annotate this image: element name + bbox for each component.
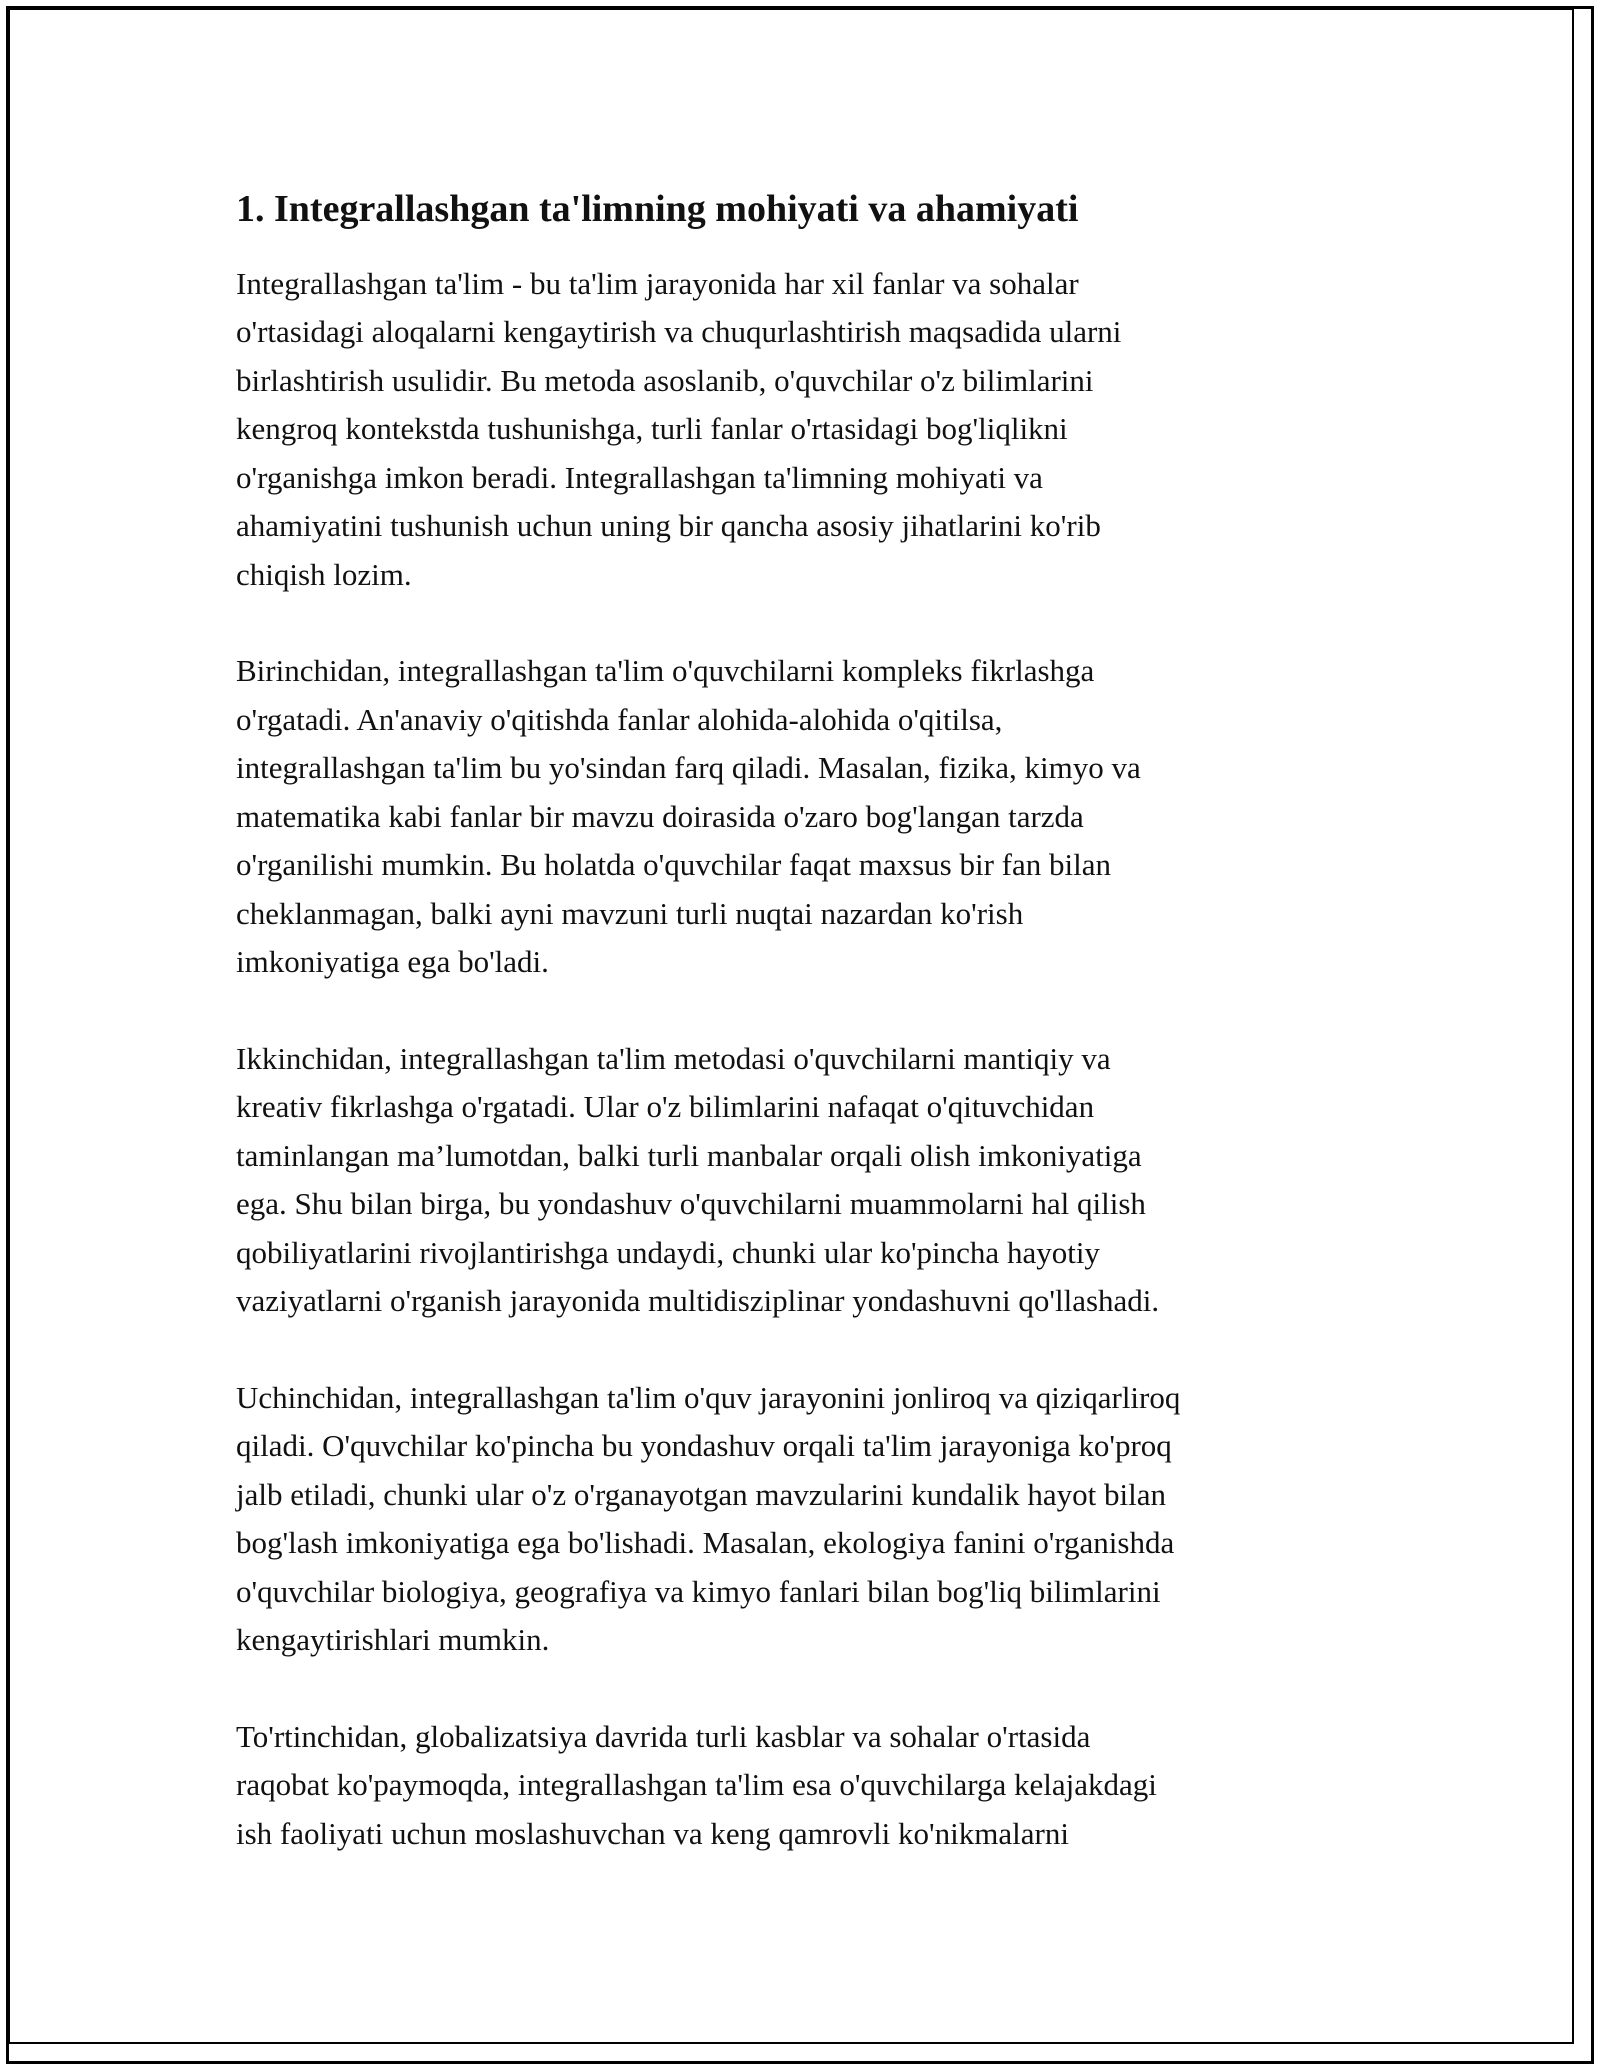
text-line: qobiliyatlarini rivojlantirishga undaydi, chunki ular ko'pincha hayotiy — [236, 1234, 1100, 1270]
text-line: imkoniyatiga ega bo'ladi. — [236, 944, 549, 979]
text-line: cheklanmagan, balki ayni mavzuni turli nuqtai nazardan ko'rish — [236, 895, 1024, 931]
text-line: chiqish lozim. — [236, 556, 412, 592]
text-line: bog'lash imkoniyatiga ega bo'lishadi. Masalan, ekologiya fanini o'rganishda — [236, 1525, 1175, 1560]
section-heading: 1. Integrallashgan ta'limning mohiyati va ahamiyati — [236, 188, 1079, 230]
paragraph-third — [236, 1374, 1360, 1665]
text-line: ega. Shu bilan birga, bu yondashuv o'quvchilarni muammolarni hal qilish — [236, 1186, 1146, 1221]
text-line: raqobat ko'paymoqda, integrallashgan ta'lim esa o'quvchilarga kelajakdagi — [236, 1767, 1157, 1802]
paragraph-first — [236, 647, 1360, 987]
text-line: o'rganishga imkon beradi. Integrallashgan ta'limning mohiyati va — [236, 459, 1043, 495]
text-line: integrallashgan ta'lim bu yo'sindan farq qiladi. Masalan, fizika, kimyo va — [236, 750, 1141, 785]
text-line: o'quvchilar biologiya, geografiya va kimyo fanlari bilan bog'liq bilimlarini — [236, 1573, 1161, 1609]
text-line: ahamiyatini tushunish uchun uning bir qancha asosiy jihatlarini ko'rib — [236, 508, 1101, 543]
text-line: kengroq kontekstda tushunishga, turli fanlar o'rtasidagi bog'liqlikni — [236, 411, 1068, 446]
paragraph-second — [236, 1035, 1360, 1326]
text-line: birlashtirish usulidir. Bu metoda asoslanib, o'quvchilar o'z bilimlarini — [236, 362, 1094, 398]
text-line: To'rtinchidan, globalizatsiya davrida turli kasblar va sohalar o'rtasida — [236, 1718, 1091, 1754]
document-body — [236, 186, 1360, 1906]
text-line: kreativ fikrlashga o'rgatadi. Ular o'z bilimlarini nafaqat o'qituvchidan — [236, 1089, 1095, 1124]
text-line: o'rganilishi mumkin. Bu holatda o'quvchilar faqat maxsus bir fan bilan — [236, 847, 1111, 882]
text-line: o'rgatadi. An'anaviy o'qitishda fanlar alohida-alohida o'qitilsa, — [236, 701, 1003, 737]
text-line: Birinchidan, integrallashgan ta'lim o'quvchilarni kompleks fikrlashga — [236, 653, 1095, 688]
text-line: Ikkinchidan, integrallashgan ta'lim metodasi o'quvchilarni mantiqiy va — [236, 1040, 1111, 1076]
text-line: o'rtasidagi aloqalarni kengaytirish va chuqurlashtirish maqsadida ularni — [236, 314, 1122, 349]
text-line: kengaytirishlari mumkin. — [236, 1622, 550, 1657]
text-line: jalb etiladi, chunki ular o'z o'rganayotgan mavzularini kundalik hayot bilan — [236, 1476, 1166, 1512]
text-line: taminlangan ma’lumotdan, balki turli manbalar orqali olish imkoniyatiga — [236, 1137, 1142, 1173]
text-line: Uchinchidan, integrallashgan ta'lim o'quv jarayonini jonliroq va qiziqarliroq — [236, 1379, 1181, 1415]
text-line: vaziyatlarni o'rganish jarayonida multidisziplinar yondashuvni qo'llashadi. — [236, 1283, 1160, 1318]
text-line: ish faoliyati uchun moslashuvchan va keng qamrovli ko'nikmalarni — [236, 1815, 1069, 1851]
text-line: qiladi. O'quvchilar ko'pincha bu yondashuv orqali ta'lim jarayoniga ko'proq — [236, 1428, 1172, 1463]
paragraph-fourth — [236, 1713, 1360, 1859]
text-line: matematika kabi fanlar bir mavzu doirasida o'zaro bog'langan tarzda — [236, 798, 1084, 834]
text-line: Integrallashgan ta'lim - bu ta'lim jarayonida har xil fanlar va sohalar — [236, 265, 1079, 301]
paragraph-intro — [236, 260, 1360, 600]
